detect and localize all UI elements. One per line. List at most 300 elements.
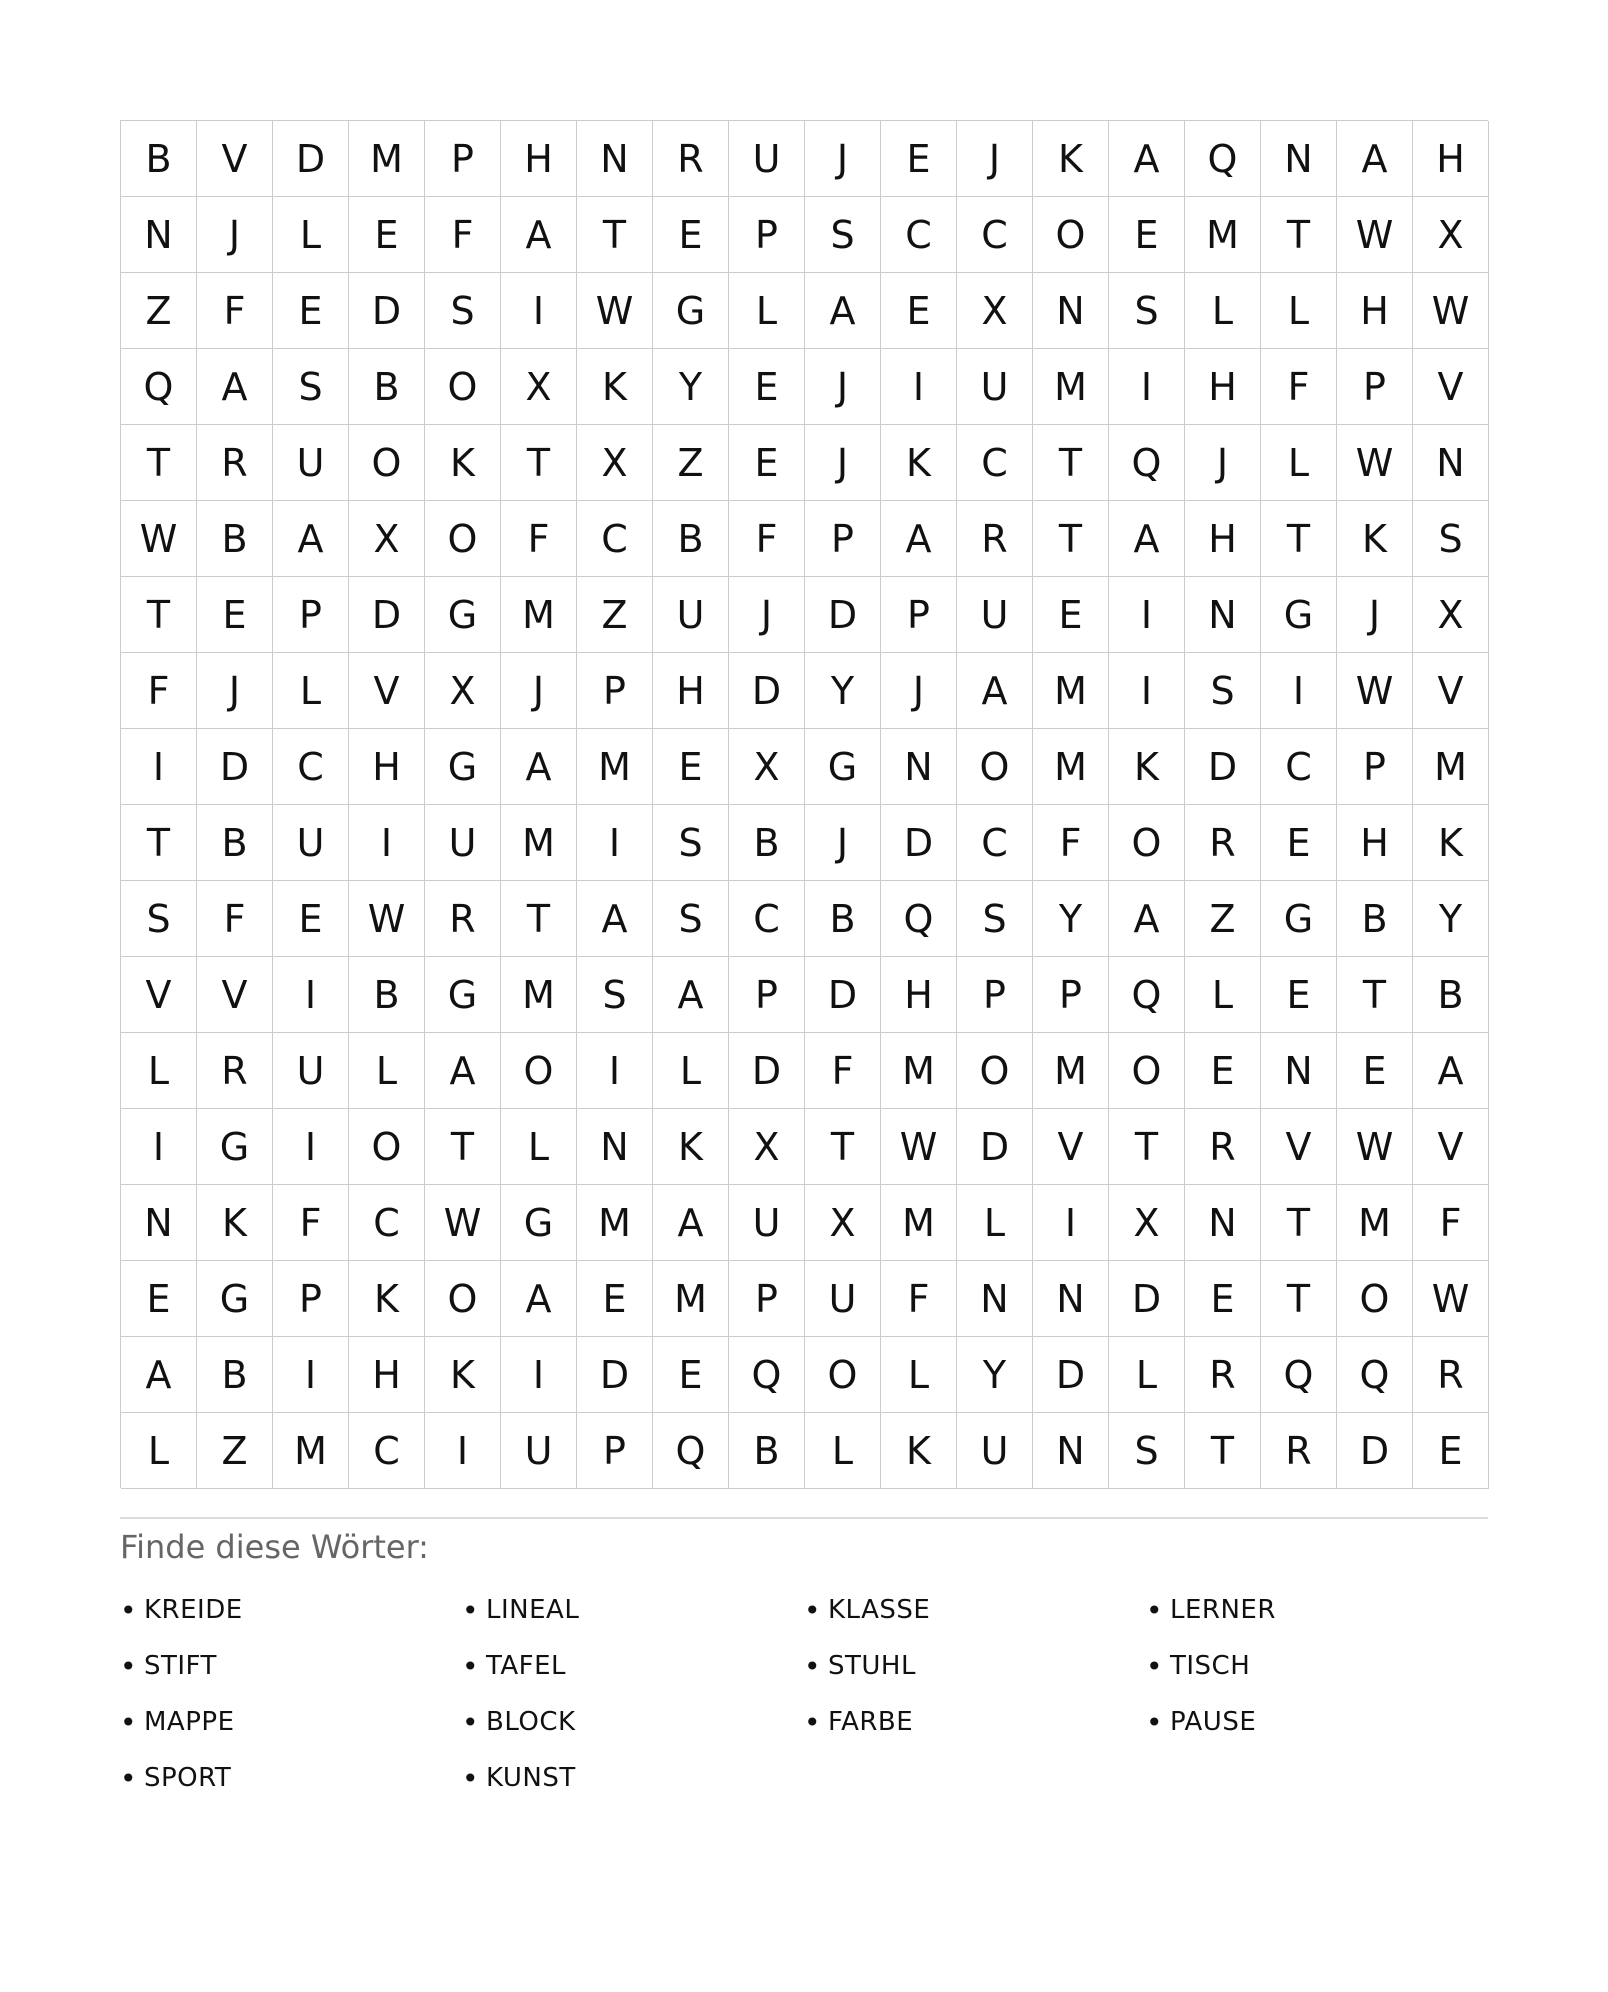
grid-cell[interactable]: F bbox=[501, 501, 577, 577]
grid-cell[interactable]: I bbox=[1033, 1185, 1109, 1261]
grid-cell[interactable]: C bbox=[957, 425, 1033, 501]
grid-cell[interactable]: F bbox=[273, 1185, 349, 1261]
grid-cell[interactable]: E bbox=[273, 881, 349, 957]
grid-cell[interactable]: O bbox=[425, 1261, 501, 1337]
grid-cell[interactable]: X bbox=[1109, 1185, 1185, 1261]
grid-cell[interactable]: S bbox=[577, 957, 653, 1033]
grid-cell[interactable]: H bbox=[1185, 501, 1261, 577]
grid-cell[interactable]: T bbox=[121, 577, 197, 653]
grid-cell[interactable]: R bbox=[425, 881, 501, 957]
grid-cell[interactable]: J bbox=[729, 577, 805, 653]
grid-cell[interactable]: X bbox=[349, 501, 425, 577]
grid-cell[interactable]: O bbox=[805, 1337, 881, 1413]
grid-cell[interactable]: R bbox=[957, 501, 1033, 577]
grid-cell[interactable]: N bbox=[1033, 1413, 1109, 1489]
grid-cell[interactable]: U bbox=[957, 349, 1033, 425]
grid-cell[interactable]: Q bbox=[1261, 1337, 1337, 1413]
grid-cell[interactable]: M bbox=[501, 577, 577, 653]
grid-cell[interactable]: A bbox=[501, 729, 577, 805]
grid-cell[interactable]: X bbox=[425, 653, 501, 729]
grid-cell[interactable]: B bbox=[197, 501, 273, 577]
grid-cell[interactable]: K bbox=[881, 1413, 957, 1489]
grid-cell[interactable]: F bbox=[121, 653, 197, 729]
grid-cell[interactable]: J bbox=[1185, 425, 1261, 501]
grid-cell[interactable]: P bbox=[273, 1261, 349, 1337]
grid-cell[interactable]: A bbox=[957, 653, 1033, 729]
grid-cell[interactable]: R bbox=[197, 1033, 273, 1109]
grid-cell[interactable]: R bbox=[1185, 805, 1261, 881]
grid-cell[interactable]: M bbox=[653, 1261, 729, 1337]
grid-cell[interactable]: D bbox=[273, 121, 349, 197]
grid-cell[interactable]: I bbox=[1109, 349, 1185, 425]
grid-cell[interactable]: T bbox=[805, 1109, 881, 1185]
grid-cell[interactable]: X bbox=[957, 273, 1033, 349]
grid-cell[interactable]: P bbox=[577, 653, 653, 729]
grid-cell[interactable]: L bbox=[273, 653, 349, 729]
grid-cell[interactable]: Y bbox=[1413, 881, 1489, 957]
grid-cell[interactable]: F bbox=[425, 197, 501, 273]
grid-cell[interactable]: H bbox=[349, 729, 425, 805]
grid-cell[interactable]: D bbox=[729, 653, 805, 729]
grid-cell[interactable]: O bbox=[1109, 1033, 1185, 1109]
grid-cell[interactable]: E bbox=[1109, 197, 1185, 273]
grid-cell[interactable]: O bbox=[1337, 1261, 1413, 1337]
grid-cell[interactable]: S bbox=[653, 805, 729, 881]
grid-cell[interactable]: O bbox=[425, 349, 501, 425]
grid-cell[interactable]: D bbox=[1109, 1261, 1185, 1337]
grid-cell[interactable]: B bbox=[805, 881, 881, 957]
grid-cell[interactable]: K bbox=[881, 425, 957, 501]
grid-cell[interactable]: L bbox=[349, 1033, 425, 1109]
grid-cell[interactable]: H bbox=[1337, 273, 1413, 349]
grid-cell[interactable]: R bbox=[653, 121, 729, 197]
grid-cell[interactable]: J bbox=[805, 121, 881, 197]
grid-cell[interactable]: I bbox=[1261, 653, 1337, 729]
grid-cell[interactable]: E bbox=[1337, 1033, 1413, 1109]
grid-cell[interactable]: N bbox=[121, 197, 197, 273]
grid-cell[interactable]: J bbox=[805, 425, 881, 501]
grid-cell[interactable]: W bbox=[577, 273, 653, 349]
grid-cell[interactable]: X bbox=[577, 425, 653, 501]
grid-cell[interactable]: Z bbox=[197, 1413, 273, 1489]
grid-cell[interactable]: H bbox=[349, 1337, 425, 1413]
grid-cell[interactable]: C bbox=[349, 1185, 425, 1261]
grid-cell[interactable]: T bbox=[1261, 501, 1337, 577]
grid-cell[interactable]: A bbox=[805, 273, 881, 349]
grid-cell[interactable]: U bbox=[653, 577, 729, 653]
grid-cell[interactable]: Y bbox=[1033, 881, 1109, 957]
grid-cell[interactable]: F bbox=[197, 881, 273, 957]
grid-cell[interactable]: E bbox=[1261, 805, 1337, 881]
grid-cell[interactable]: I bbox=[577, 805, 653, 881]
grid-cell[interactable]: X bbox=[805, 1185, 881, 1261]
grid-cell[interactable]: N bbox=[1261, 1033, 1337, 1109]
grid-cell[interactable]: S bbox=[273, 349, 349, 425]
grid-cell[interactable]: S bbox=[805, 197, 881, 273]
grid-cell[interactable]: B bbox=[1337, 881, 1413, 957]
grid-cell[interactable]: E bbox=[653, 197, 729, 273]
grid-cell[interactable]: I bbox=[1109, 653, 1185, 729]
grid-cell[interactable]: U bbox=[273, 425, 349, 501]
grid-cell[interactable]: J bbox=[501, 653, 577, 729]
grid-cell[interactable]: E bbox=[729, 425, 805, 501]
grid-cell[interactable]: I bbox=[577, 1033, 653, 1109]
grid-cell[interactable]: M bbox=[1033, 1033, 1109, 1109]
grid-cell[interactable]: O bbox=[501, 1033, 577, 1109]
grid-cell[interactable]: Q bbox=[1185, 121, 1261, 197]
grid-cell[interactable]: G bbox=[425, 729, 501, 805]
grid-cell[interactable]: U bbox=[273, 1033, 349, 1109]
grid-cell[interactable]: L bbox=[805, 1413, 881, 1489]
grid-cell[interactable]: N bbox=[1033, 273, 1109, 349]
grid-cell[interactable]: D bbox=[1185, 729, 1261, 805]
grid-cell[interactable]: W bbox=[425, 1185, 501, 1261]
grid-cell[interactable]: D bbox=[729, 1033, 805, 1109]
grid-cell[interactable]: T bbox=[1109, 1109, 1185, 1185]
grid-cell[interactable]: I bbox=[1109, 577, 1185, 653]
grid-cell[interactable]: P bbox=[729, 197, 805, 273]
grid-cell[interactable]: D bbox=[197, 729, 273, 805]
grid-cell[interactable]: D bbox=[577, 1337, 653, 1413]
grid-cell[interactable]: Y bbox=[957, 1337, 1033, 1413]
grid-cell[interactable]: O bbox=[349, 1109, 425, 1185]
grid-cell[interactable]: C bbox=[729, 881, 805, 957]
grid-cell[interactable]: L bbox=[881, 1337, 957, 1413]
grid-cell[interactable]: W bbox=[121, 501, 197, 577]
grid-cell[interactable]: X bbox=[1413, 197, 1489, 273]
grid-cell[interactable]: V bbox=[1261, 1109, 1337, 1185]
grid-cell[interactable]: J bbox=[1337, 577, 1413, 653]
grid-cell[interactable]: N bbox=[1413, 425, 1489, 501]
grid-cell[interactable]: D bbox=[1033, 1337, 1109, 1413]
grid-cell[interactable]: A bbox=[1413, 1033, 1489, 1109]
grid-cell[interactable]: M bbox=[1033, 729, 1109, 805]
grid-cell[interactable]: L bbox=[1185, 273, 1261, 349]
grid-cell[interactable]: M bbox=[501, 957, 577, 1033]
grid-cell[interactable]: M bbox=[881, 1185, 957, 1261]
grid-cell[interactable]: E bbox=[1185, 1033, 1261, 1109]
grid-cell[interactable]: B bbox=[729, 805, 805, 881]
grid-cell[interactable]: I bbox=[881, 349, 957, 425]
grid-cell[interactable]: T bbox=[501, 425, 577, 501]
grid-cell[interactable]: L bbox=[501, 1109, 577, 1185]
grid-cell[interactable]: E bbox=[1033, 577, 1109, 653]
grid-cell[interactable]: E bbox=[1261, 957, 1337, 1033]
grid-cell[interactable]: S bbox=[121, 881, 197, 957]
grid-cell[interactable]: C bbox=[881, 197, 957, 273]
grid-cell[interactable]: M bbox=[1033, 349, 1109, 425]
grid-cell[interactable]: T bbox=[1261, 197, 1337, 273]
grid-cell[interactable]: V bbox=[1413, 349, 1489, 425]
grid-cell[interactable]: D bbox=[349, 577, 425, 653]
grid-cell[interactable]: U bbox=[957, 1413, 1033, 1489]
grid-cell[interactable]: Q bbox=[1337, 1337, 1413, 1413]
grid-cell[interactable]: D bbox=[957, 1109, 1033, 1185]
grid-cell[interactable]: Z bbox=[1185, 881, 1261, 957]
grid-cell[interactable]: J bbox=[805, 349, 881, 425]
grid-cell[interactable]: F bbox=[729, 501, 805, 577]
grid-cell[interactable]: B bbox=[197, 1337, 273, 1413]
grid-cell[interactable]: G bbox=[501, 1185, 577, 1261]
grid-cell[interactable]: U bbox=[957, 577, 1033, 653]
grid-cell[interactable]: W bbox=[1337, 425, 1413, 501]
grid-cell[interactable]: W bbox=[881, 1109, 957, 1185]
grid-cell[interactable]: A bbox=[881, 501, 957, 577]
grid-cell[interactable]: A bbox=[577, 881, 653, 957]
grid-cell[interactable]: K bbox=[425, 425, 501, 501]
grid-cell[interactable]: T bbox=[1261, 1185, 1337, 1261]
grid-cell[interactable]: T bbox=[121, 805, 197, 881]
grid-cell[interactable]: N bbox=[881, 729, 957, 805]
grid-cell[interactable]: A bbox=[501, 197, 577, 273]
grid-cell[interactable]: I bbox=[425, 1413, 501, 1489]
grid-cell[interactable]: P bbox=[881, 577, 957, 653]
grid-cell[interactable]: G bbox=[425, 577, 501, 653]
grid-cell[interactable]: A bbox=[1109, 501, 1185, 577]
grid-cell[interactable]: H bbox=[881, 957, 957, 1033]
grid-cell[interactable]: P bbox=[805, 501, 881, 577]
grid-cell[interactable]: E bbox=[273, 273, 349, 349]
grid-cell[interactable]: G bbox=[197, 1109, 273, 1185]
grid-cell[interactable]: E bbox=[881, 273, 957, 349]
grid-cell[interactable]: M bbox=[273, 1413, 349, 1489]
grid-cell[interactable]: H bbox=[653, 653, 729, 729]
grid-cell[interactable]: E bbox=[1185, 1261, 1261, 1337]
grid-cell[interactable]: Y bbox=[805, 653, 881, 729]
grid-cell[interactable]: X bbox=[501, 349, 577, 425]
grid-cell[interactable]: E bbox=[197, 577, 273, 653]
grid-cell[interactable]: G bbox=[805, 729, 881, 805]
grid-cell[interactable]: Q bbox=[881, 881, 957, 957]
grid-cell[interactable]: K bbox=[425, 1337, 501, 1413]
grid-cell[interactable]: V bbox=[197, 121, 273, 197]
grid-cell[interactable]: N bbox=[577, 1109, 653, 1185]
grid-cell[interactable]: S bbox=[653, 881, 729, 957]
grid-cell[interactable]: L bbox=[653, 1033, 729, 1109]
grid-cell[interactable]: W bbox=[349, 881, 425, 957]
grid-cell[interactable]: T bbox=[425, 1109, 501, 1185]
grid-cell[interactable]: H bbox=[501, 121, 577, 197]
grid-cell[interactable]: D bbox=[881, 805, 957, 881]
grid-cell[interactable]: K bbox=[1033, 121, 1109, 197]
grid-cell[interactable]: P bbox=[729, 957, 805, 1033]
grid-cell[interactable]: V bbox=[121, 957, 197, 1033]
grid-cell[interactable]: T bbox=[1261, 1261, 1337, 1337]
grid-cell[interactable]: J bbox=[805, 805, 881, 881]
grid-cell[interactable]: M bbox=[1413, 729, 1489, 805]
grid-cell[interactable]: O bbox=[957, 1033, 1033, 1109]
grid-cell[interactable]: H bbox=[1185, 349, 1261, 425]
grid-cell[interactable]: A bbox=[653, 1185, 729, 1261]
grid-cell[interactable]: P bbox=[1033, 957, 1109, 1033]
grid-cell[interactable]: W bbox=[1337, 653, 1413, 729]
grid-cell[interactable]: N bbox=[1185, 577, 1261, 653]
grid-cell[interactable]: R bbox=[1261, 1413, 1337, 1489]
grid-cell[interactable]: O bbox=[957, 729, 1033, 805]
grid-cell[interactable]: R bbox=[1185, 1109, 1261, 1185]
grid-cell[interactable]: V bbox=[197, 957, 273, 1033]
grid-cell[interactable]: D bbox=[805, 957, 881, 1033]
grid-cell[interactable]: A bbox=[197, 349, 273, 425]
grid-cell[interactable]: I bbox=[349, 805, 425, 881]
grid-cell[interactable]: W bbox=[1413, 273, 1489, 349]
grid-cell[interactable]: A bbox=[121, 1337, 197, 1413]
grid-cell[interactable]: M bbox=[577, 1185, 653, 1261]
grid-cell[interactable]: F bbox=[1033, 805, 1109, 881]
grid-cell[interactable]: N bbox=[1185, 1185, 1261, 1261]
grid-cell[interactable]: P bbox=[1337, 349, 1413, 425]
grid-cell[interactable]: D bbox=[1337, 1413, 1413, 1489]
grid-cell[interactable]: F bbox=[881, 1261, 957, 1337]
grid-cell[interactable]: A bbox=[1109, 121, 1185, 197]
grid-cell[interactable]: Q bbox=[653, 1413, 729, 1489]
grid-cell[interactable]: G bbox=[653, 273, 729, 349]
grid-cell[interactable]: N bbox=[957, 1261, 1033, 1337]
grid-cell[interactable]: K bbox=[577, 349, 653, 425]
grid-cell[interactable]: K bbox=[1413, 805, 1489, 881]
grid-cell[interactable]: P bbox=[1337, 729, 1413, 805]
grid-cell[interactable]: S bbox=[1109, 1413, 1185, 1489]
grid-cell[interactable]: U bbox=[805, 1261, 881, 1337]
grid-cell[interactable]: B bbox=[349, 957, 425, 1033]
grid-cell[interactable]: T bbox=[1185, 1413, 1261, 1489]
grid-cell[interactable]: J bbox=[197, 197, 273, 273]
grid-cell[interactable]: V bbox=[349, 653, 425, 729]
grid-cell[interactable]: H bbox=[1337, 805, 1413, 881]
grid-cell[interactable]: X bbox=[729, 1109, 805, 1185]
grid-cell[interactable]: Q bbox=[1109, 425, 1185, 501]
grid-cell[interactable]: L bbox=[729, 273, 805, 349]
grid-cell[interactable]: C bbox=[577, 501, 653, 577]
grid-cell[interactable]: T bbox=[121, 425, 197, 501]
grid-cell[interactable]: M bbox=[577, 729, 653, 805]
grid-cell[interactable]: L bbox=[1185, 957, 1261, 1033]
grid-cell[interactable]: Q bbox=[121, 349, 197, 425]
grid-cell[interactable]: W bbox=[1337, 1109, 1413, 1185]
grid-cell[interactable]: V bbox=[1033, 1109, 1109, 1185]
grid-cell[interactable]: L bbox=[121, 1033, 197, 1109]
grid-cell[interactable]: N bbox=[1033, 1261, 1109, 1337]
grid-cell[interactable]: O bbox=[425, 501, 501, 577]
grid-cell[interactable]: N bbox=[577, 121, 653, 197]
grid-cell[interactable]: U bbox=[273, 805, 349, 881]
grid-cell[interactable]: A bbox=[1109, 881, 1185, 957]
grid-cell[interactable]: D bbox=[349, 273, 425, 349]
grid-cell[interactable]: F bbox=[197, 273, 273, 349]
grid-cell[interactable]: I bbox=[121, 1109, 197, 1185]
grid-cell[interactable]: A bbox=[653, 957, 729, 1033]
grid-cell[interactable]: Z bbox=[121, 273, 197, 349]
grid-cell[interactable]: P bbox=[957, 957, 1033, 1033]
grid-cell[interactable]: U bbox=[729, 121, 805, 197]
grid-cell[interactable]: R bbox=[1185, 1337, 1261, 1413]
grid-cell[interactable]: C bbox=[273, 729, 349, 805]
grid-cell[interactable]: L bbox=[1261, 425, 1337, 501]
grid-cell[interactable]: M bbox=[1185, 197, 1261, 273]
grid-cell[interactable]: K bbox=[1337, 501, 1413, 577]
grid-cell[interactable]: W bbox=[1337, 197, 1413, 273]
grid-cell[interactable]: I bbox=[501, 1337, 577, 1413]
grid-cell[interactable]: Q bbox=[1109, 957, 1185, 1033]
grid-cell[interactable]: M bbox=[1033, 653, 1109, 729]
grid-cell[interactable]: X bbox=[1413, 577, 1489, 653]
grid-cell[interactable]: L bbox=[121, 1413, 197, 1489]
grid-cell[interactable]: E bbox=[653, 729, 729, 805]
grid-cell[interactable]: G bbox=[1261, 881, 1337, 957]
grid-cell[interactable]: B bbox=[1413, 957, 1489, 1033]
grid-cell[interactable]: B bbox=[729, 1413, 805, 1489]
grid-cell[interactable]: O bbox=[349, 425, 425, 501]
grid-cell[interactable]: M bbox=[501, 805, 577, 881]
grid-cell[interactable]: P bbox=[729, 1261, 805, 1337]
grid-cell[interactable]: T bbox=[1033, 501, 1109, 577]
grid-cell[interactable]: T bbox=[1033, 425, 1109, 501]
grid-cell[interactable]: G bbox=[1261, 577, 1337, 653]
grid-cell[interactable]: U bbox=[501, 1413, 577, 1489]
grid-cell[interactable]: E bbox=[881, 121, 957, 197]
grid-cell[interactable]: A bbox=[1337, 121, 1413, 197]
grid-cell[interactable]: P bbox=[577, 1413, 653, 1489]
grid-cell[interactable]: B bbox=[349, 349, 425, 425]
grid-cell[interactable]: R bbox=[1413, 1337, 1489, 1413]
grid-cell[interactable]: C bbox=[957, 805, 1033, 881]
grid-cell[interactable]: I bbox=[273, 1337, 349, 1413]
grid-cell[interactable]: C bbox=[349, 1413, 425, 1489]
grid-cell[interactable]: N bbox=[1261, 121, 1337, 197]
grid-cell[interactable]: A bbox=[425, 1033, 501, 1109]
grid-cell[interactable]: I bbox=[273, 1109, 349, 1185]
grid-cell[interactable]: A bbox=[501, 1261, 577, 1337]
grid-cell[interactable]: E bbox=[729, 349, 805, 425]
grid-cell[interactable]: T bbox=[1337, 957, 1413, 1033]
grid-cell[interactable]: G bbox=[425, 957, 501, 1033]
grid-cell[interactable]: K bbox=[653, 1109, 729, 1185]
grid-cell[interactable]: M bbox=[349, 121, 425, 197]
grid-cell[interactable]: F bbox=[1261, 349, 1337, 425]
grid-cell[interactable]: R bbox=[197, 425, 273, 501]
grid-cell[interactable]: Z bbox=[653, 425, 729, 501]
grid-cell[interactable]: I bbox=[501, 273, 577, 349]
grid-cell[interactable]: U bbox=[729, 1185, 805, 1261]
grid-cell[interactable]: T bbox=[501, 881, 577, 957]
grid-cell[interactable]: F bbox=[1413, 1185, 1489, 1261]
grid-cell[interactable]: K bbox=[197, 1185, 273, 1261]
grid-cell[interactable]: E bbox=[121, 1261, 197, 1337]
grid-cell[interactable]: E bbox=[1413, 1413, 1489, 1489]
grid-cell[interactable]: E bbox=[577, 1261, 653, 1337]
grid-cell[interactable]: H bbox=[1413, 121, 1489, 197]
grid-cell[interactable]: V bbox=[1413, 653, 1489, 729]
grid-cell[interactable]: B bbox=[197, 805, 273, 881]
grid-cell[interactable]: I bbox=[121, 729, 197, 805]
grid-cell[interactable]: W bbox=[1413, 1261, 1489, 1337]
grid-cell[interactable]: Z bbox=[577, 577, 653, 653]
grid-cell[interactable]: B bbox=[121, 121, 197, 197]
grid-cell[interactable]: S bbox=[1109, 273, 1185, 349]
grid-cell[interactable]: N bbox=[121, 1185, 197, 1261]
grid-cell[interactable]: U bbox=[425, 805, 501, 881]
grid-cell[interactable]: O bbox=[1033, 197, 1109, 273]
grid-cell[interactable]: J bbox=[881, 653, 957, 729]
grid-cell[interactable]: J bbox=[957, 121, 1033, 197]
grid-cell[interactable]: M bbox=[1337, 1185, 1413, 1261]
grid-cell[interactable]: L bbox=[273, 197, 349, 273]
grid-cell[interactable]: S bbox=[1185, 653, 1261, 729]
grid-cell[interactable]: I bbox=[273, 957, 349, 1033]
grid-cell[interactable]: O bbox=[1109, 805, 1185, 881]
grid-cell[interactable]: L bbox=[1109, 1337, 1185, 1413]
grid-cell[interactable]: D bbox=[805, 577, 881, 653]
